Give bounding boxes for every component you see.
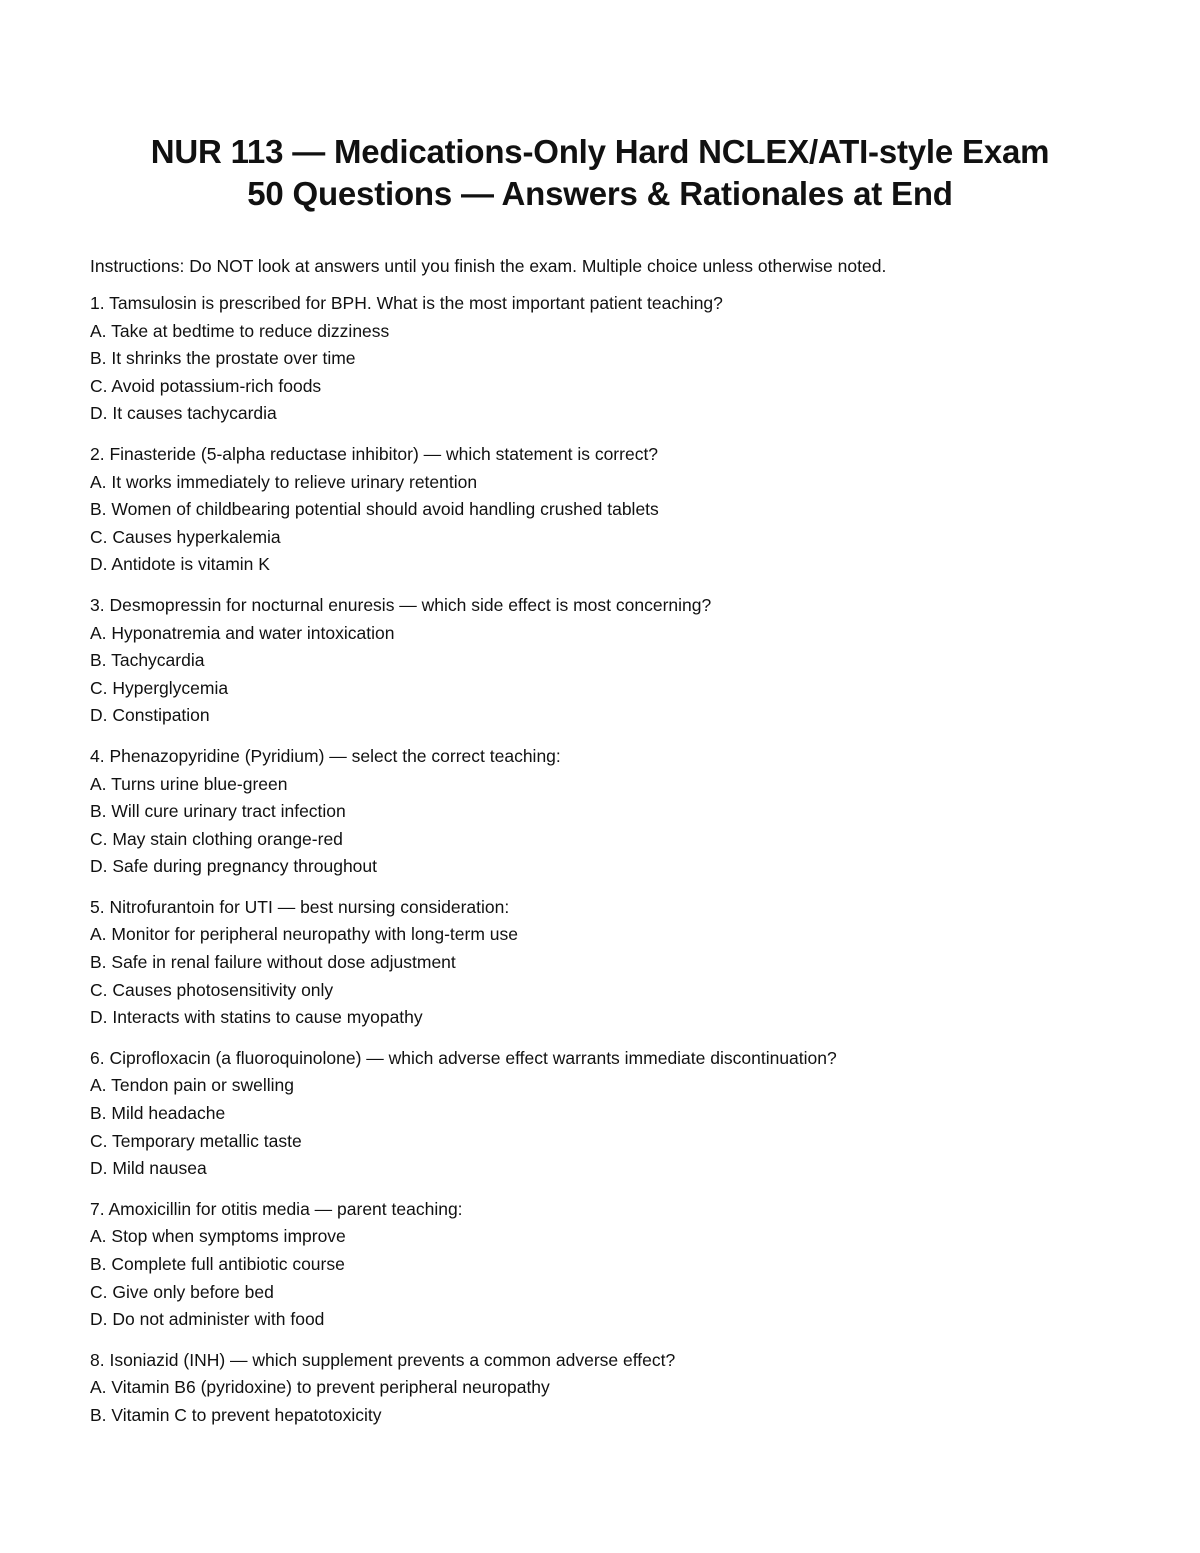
exam-content [90,253,1120,1443]
answer-option: D. Interacts with statins to cause myopathy [90,1007,423,1028]
answer-option: C. Causes hyperkalemia [90,526,281,547]
instructions-text: Instructions: Do NOT look at answers until you finish the exam. Multiple choice unless otherwise noted. [90,256,887,276]
answer-option: B. Tachycardia [90,650,205,671]
answer-option: A. Stop when symptoms improve [90,1226,346,1247]
answer-option: B. Women of childbearing potential should avoid handling crushed tablets [90,499,659,520]
answer-option: B. Safe in renal failure without dose adjustment [90,952,456,973]
answer-option: C. Hyperglycemia [90,677,229,698]
answer-option: B. Mild headache [90,1103,226,1124]
answer-option: C. Give only before bed [90,1281,274,1302]
answer-option: B. Vitamin C to prevent hepatotoxicity [90,1404,382,1425]
question-text: 4. Phenazopyridine (Pyridium) — select the correct teaching: [90,745,561,766]
question-8 [90,1347,1120,1430]
answer-option: A. Monitor for peripheral neuropathy with long-term use [90,924,518,945]
answer-option: A. Turns urine blue-green [90,773,288,794]
answer-option: C. May stain clothing orange-red [90,828,343,849]
answer-option: B. Complete full antibiotic course [90,1254,345,1274]
question-7 [90,1196,1120,1334]
exam-title [0,131,1200,215]
answer-option: A. Hyponatremia and water intoxication [90,622,395,643]
question-text: 6. Ciprofloxacin (a fluoroquinolone) — which adverse effect warrants immediate discontinuation? [90,1047,837,1068]
answer-option: C. Avoid potassium-rich foods [90,375,322,396]
question-3 [90,592,1120,730]
question-text: 3. Desmopressin for nocturnal enuresis — which side effect is most concerning? [90,594,712,615]
question-2 [90,441,1120,579]
answer-option: B. It shrinks the prostate over time [90,348,356,369]
question-4 [90,743,1120,881]
question-text: 5. Nitrofurantoin for UTI — best nursing consideration: [90,896,510,917]
question-text: 2. Finasteride (5-alpha reductase inhibitor) — which statement is correct? [90,443,659,464]
question-text: 8. Isoniazid (INH) — which supplement prevents a common adverse effect? [90,1349,676,1370]
title-line-1: NUR 113 — Medications-Only Hard NCLEX/ATI-style Exam [150,133,1050,170]
answer-option: B. Will cure urinary tract infection [90,801,346,822]
answer-option: A. Tendon pain or swelling [90,1075,294,1096]
answer-option: D. It causes tachycardia [90,403,277,424]
question-6 [90,1045,1120,1183]
question-5 [90,894,1120,1032]
question-text: 7. Amoxicillin for otitis media — parent teaching: [90,1198,463,1219]
answer-option: A. Vitamin B6 (pyridoxine) to prevent peripheral neuropathy [90,1377,550,1398]
answer-option: A. Take at bedtime to reduce dizziness [90,320,390,341]
title-line-2: 50 Questions — Answers & Rationales at End [247,175,953,212]
answer-option: A. It works immediately to relieve urinary retention [90,471,478,492]
question-text: 1. Tamsulosin is prescribed for BPH. What is the most important patient teaching? [90,293,723,313]
question-1 [90,290,1120,428]
answer-option: C. Temporary metallic taste [90,1130,302,1151]
answer-option: D. Mild nausea [90,1158,207,1179]
answer-option: D. Safe during pregnancy throughout [90,856,377,877]
answer-option: D. Do not administer with food [90,1309,325,1330]
answer-option: D. Constipation [90,705,210,726]
answer-option: C. Causes photosensitivity only [90,979,334,1000]
answer-option: D. Antidote is vitamin K [90,554,270,575]
